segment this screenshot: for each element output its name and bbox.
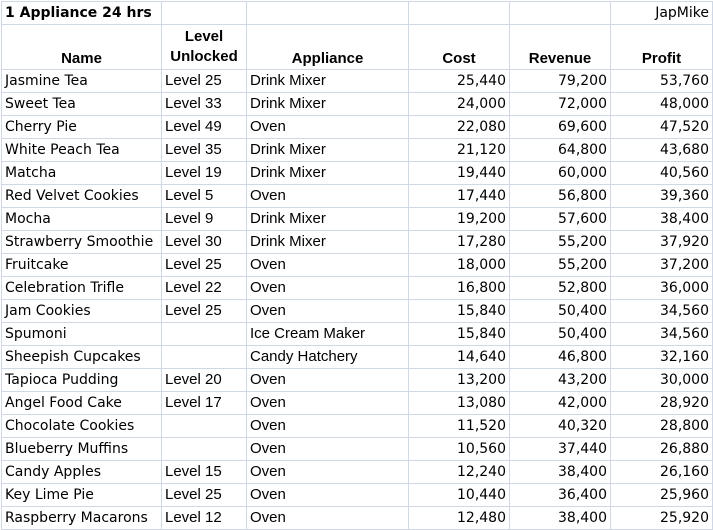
- cell-cost[interactable]: 17,280: [409, 231, 510, 254]
- cell-name[interactable]: Sheepish Cupcakes: [2, 346, 162, 369]
- cell-profit[interactable]: 25,960: [611, 484, 713, 507]
- cell-revenue[interactable]: 50,400: [510, 300, 611, 323]
- cell-appliance[interactable]: Oven: [247, 116, 409, 139]
- cell-revenue[interactable]: 55,200: [510, 254, 611, 277]
- table-row: [2, 93, 713, 116]
- table-row: [2, 507, 713, 530]
- cell-revenue[interactable]: 38,400: [510, 461, 611, 484]
- cell-profit[interactable]: 28,920: [611, 392, 713, 415]
- cell-appliance[interactable]: Oven: [247, 277, 409, 300]
- cell-cost[interactable]: 22,080: [409, 116, 510, 139]
- header-name[interactable]: Name: [2, 25, 162, 70]
- cell-profit[interactable]: 40,560: [611, 162, 713, 185]
- cell-revenue[interactable]: 72,000: [510, 93, 611, 116]
- cell-revenue[interactable]: 50,400: [510, 323, 611, 346]
- cell-revenue[interactable]: 46,800: [510, 346, 611, 369]
- cell-revenue[interactable]: 55,200: [510, 231, 611, 254]
- table-row: [2, 277, 713, 300]
- cell-appliance[interactable]: Drink Mixer: [247, 231, 409, 254]
- table-row: [2, 70, 713, 93]
- header-level[interactable]: [162, 25, 247, 70]
- cell-cost[interactable]: 24,000: [409, 93, 510, 116]
- cell-name[interactable]: White Peach Tea: [2, 139, 162, 162]
- cell-profit[interactable]: 34,560: [611, 300, 713, 323]
- table-row: [2, 346, 713, 369]
- cell-name[interactable]: Spumoni: [2, 323, 162, 346]
- table-row: [2, 139, 713, 162]
- cell-name[interactable]: Mocha: [2, 208, 162, 231]
- cell-appliance[interactable]: Oven: [247, 461, 409, 484]
- table-row: [2, 116, 713, 139]
- cell-cost[interactable]: 15,840: [409, 323, 510, 346]
- cell-profit[interactable]: 47,520: [611, 116, 713, 139]
- cell-level[interactable]: Level 20: [162, 369, 247, 392]
- cell-appliance[interactable]: Drink Mixer: [247, 70, 409, 93]
- spreadsheet-table: [1, 1, 713, 530]
- table-row: [2, 323, 713, 346]
- table-row: [2, 484, 713, 507]
- cell-level[interactable]: Level 30: [162, 231, 247, 254]
- cell-profit[interactable]: 37,200: [611, 254, 713, 277]
- cell-revenue[interactable]: 79,200: [510, 70, 611, 93]
- table-row: [2, 185, 713, 208]
- cell-name[interactable]: Red Velvet Cookies: [2, 185, 162, 208]
- cell-cost[interactable]: 13,200: [409, 369, 510, 392]
- cell-level[interactable]: Level 5: [162, 185, 247, 208]
- cell-appliance[interactable]: Oven: [247, 392, 409, 415]
- cell-name[interactable]: Raspberry Macarons: [2, 507, 162, 530]
- cell-profit[interactable]: 26,160: [611, 461, 713, 484]
- cell-name[interactable]: Chocolate Cookies: [2, 415, 162, 438]
- cell-cost[interactable]: 10,440: [409, 484, 510, 507]
- cell-appliance[interactable]: Oven: [247, 507, 409, 530]
- table-row: [2, 254, 713, 277]
- cell-revenue[interactable]: 40,320: [510, 415, 611, 438]
- cell-level[interactable]: Level 25: [162, 484, 247, 507]
- cell-appliance[interactable]: Oven: [247, 484, 409, 507]
- header-profit[interactable]: Profit: [611, 25, 713, 70]
- cell-cost[interactable]: 11,520: [409, 415, 510, 438]
- cell-level[interactable]: Level 33: [162, 93, 247, 116]
- cell-profit[interactable]: 43,680: [611, 139, 713, 162]
- cell-level[interactable]: [162, 415, 247, 438]
- cell-revenue[interactable]: 60,000: [510, 162, 611, 185]
- cell-name[interactable]: Jasmine Tea: [2, 70, 162, 93]
- cell-revenue[interactable]: 52,800: [510, 277, 611, 300]
- sheet-credit[interactable]: JapMike: [611, 2, 713, 25]
- cell-profit[interactable]: 28,800: [611, 415, 713, 438]
- cell-level[interactable]: Level 15: [162, 461, 247, 484]
- cell-profit[interactable]: 37,920: [611, 231, 713, 254]
- cell-appliance[interactable]: Oven: [247, 369, 409, 392]
- cell-name[interactable]: Key Lime Pie: [2, 484, 162, 507]
- cell-revenue[interactable]: 38,400: [510, 507, 611, 530]
- cell-level[interactable]: Level 25: [162, 254, 247, 277]
- cell-level[interactable]: Level 17: [162, 392, 247, 415]
- table-row: [2, 392, 713, 415]
- table-row: [2, 162, 713, 185]
- cell-level[interactable]: Level 25: [162, 300, 247, 323]
- cell-cost[interactable]: 21,120: [409, 139, 510, 162]
- cell-level[interactable]: [162, 323, 247, 346]
- cell-appliance[interactable]: Drink Mixer: [247, 208, 409, 231]
- cell-name[interactable]: Cherry Pie: [2, 116, 162, 139]
- cell-appliance[interactable]: Drink Mixer: [247, 162, 409, 185]
- cell-revenue[interactable]: 64,800: [510, 139, 611, 162]
- title-row: [2, 2, 713, 25]
- cell-appliance[interactable]: Oven: [247, 254, 409, 277]
- cell-name[interactable]: Candy Apples: [2, 461, 162, 484]
- cell-appliance[interactable]: Candy Hatchery: [247, 346, 409, 369]
- cell-revenue[interactable]: 36,400: [510, 484, 611, 507]
- table-row: [2, 461, 713, 484]
- cell-cost[interactable]: 13,080: [409, 392, 510, 415]
- table-row: [2, 415, 713, 438]
- cell-profit[interactable]: 26,880: [611, 438, 713, 461]
- table-row: [2, 231, 713, 254]
- cell-revenue[interactable]: 42,000: [510, 392, 611, 415]
- cell-cost[interactable]: 19,440: [409, 162, 510, 185]
- cell-name[interactable]: Angel Food Cake: [2, 392, 162, 415]
- cell-name[interactable]: Matcha: [2, 162, 162, 185]
- table-row: [2, 300, 713, 323]
- cell-revenue[interactable]: 57,600: [510, 208, 611, 231]
- cell-profit[interactable]: 36,000: [611, 277, 713, 300]
- cell-appliance[interactable]: Drink Mixer: [247, 93, 409, 116]
- cell-cost[interactable]: 25,440: [409, 70, 510, 93]
- table-row: [2, 208, 713, 231]
- cell-level[interactable]: Level 19: [162, 162, 247, 185]
- sheet-title[interactable]: 1 Appliance 24 hrs: [2, 2, 162, 25]
- cell-revenue[interactable]: 69,600: [510, 116, 611, 139]
- cell-level[interactable]: Level 35: [162, 139, 247, 162]
- cell-name[interactable]: Sweet Tea: [2, 93, 162, 116]
- cell-profit[interactable]: 30,000: [611, 369, 713, 392]
- header-level-label: Level Unlocked: [170, 28, 238, 65]
- cell-profit[interactable]: 38,400: [611, 208, 713, 231]
- cell-name[interactable]: Fruitcake: [2, 254, 162, 277]
- cell-level[interactable]: [162, 346, 247, 369]
- cell-cost[interactable]: 15,840: [409, 300, 510, 323]
- cell-appliance[interactable]: Oven: [247, 300, 409, 323]
- cell-cost[interactable]: 17,440: [409, 185, 510, 208]
- cell-name[interactable]: Strawberry Smoothie: [2, 231, 162, 254]
- table-row: [2, 438, 713, 461]
- cell-revenue[interactable]: 43,200: [510, 369, 611, 392]
- cell-appliance[interactable]: Oven: [247, 415, 409, 438]
- cell-revenue[interactable]: 56,800: [510, 185, 611, 208]
- cell-profit[interactable]: 48,000: [611, 93, 713, 116]
- cell-appliance[interactable]: Oven: [247, 185, 409, 208]
- cell-name[interactable]: Tapioca Pudding: [2, 369, 162, 392]
- header-cost[interactable]: Cost: [409, 25, 510, 70]
- cell-cost[interactable]: 19,200: [409, 208, 510, 231]
- cell-cost[interactable]: 12,480: [409, 507, 510, 530]
- cell-profit[interactable]: 53,760: [611, 70, 713, 93]
- cell-profit[interactable]: 34,560: [611, 323, 713, 346]
- cell-level[interactable]: Level 9: [162, 208, 247, 231]
- cell-appliance[interactable]: Ice Cream Maker: [247, 323, 409, 346]
- cell-profit[interactable]: 32,160: [611, 346, 713, 369]
- cell-appliance[interactable]: Drink Mixer: [247, 139, 409, 162]
- cell-cost[interactable]: 18,000: [409, 254, 510, 277]
- header-row: [2, 25, 713, 70]
- table-row: [2, 369, 713, 392]
- header-revenue[interactable]: Revenue: [510, 25, 611, 70]
- cell-level[interactable]: [162, 438, 247, 461]
- cell-name[interactable]: Jam Cookies: [2, 300, 162, 323]
- cell-cost[interactable]: 12,240: [409, 461, 510, 484]
- cell-level[interactable]: Level 22: [162, 277, 247, 300]
- cell-profit[interactable]: 25,920: [611, 507, 713, 530]
- cell-revenue[interactable]: 37,440: [510, 438, 611, 461]
- cell-cost[interactable]: 16,800: [409, 277, 510, 300]
- header-appliance[interactable]: Appliance: [247, 25, 409, 70]
- cell-profit[interactable]: 39,360: [611, 185, 713, 208]
- cell-cost[interactable]: 10,560: [409, 438, 510, 461]
- cell-level[interactable]: Level 25: [162, 70, 247, 93]
- cell-cost[interactable]: 14,640: [409, 346, 510, 369]
- cell-name[interactable]: Celebration Trifle: [2, 277, 162, 300]
- cell-name[interactable]: Blueberry Muffins: [2, 438, 162, 461]
- cell-level[interactable]: Level 49: [162, 116, 247, 139]
- cell-level[interactable]: Level 12: [162, 507, 247, 530]
- cell-appliance[interactable]: Oven: [247, 438, 409, 461]
